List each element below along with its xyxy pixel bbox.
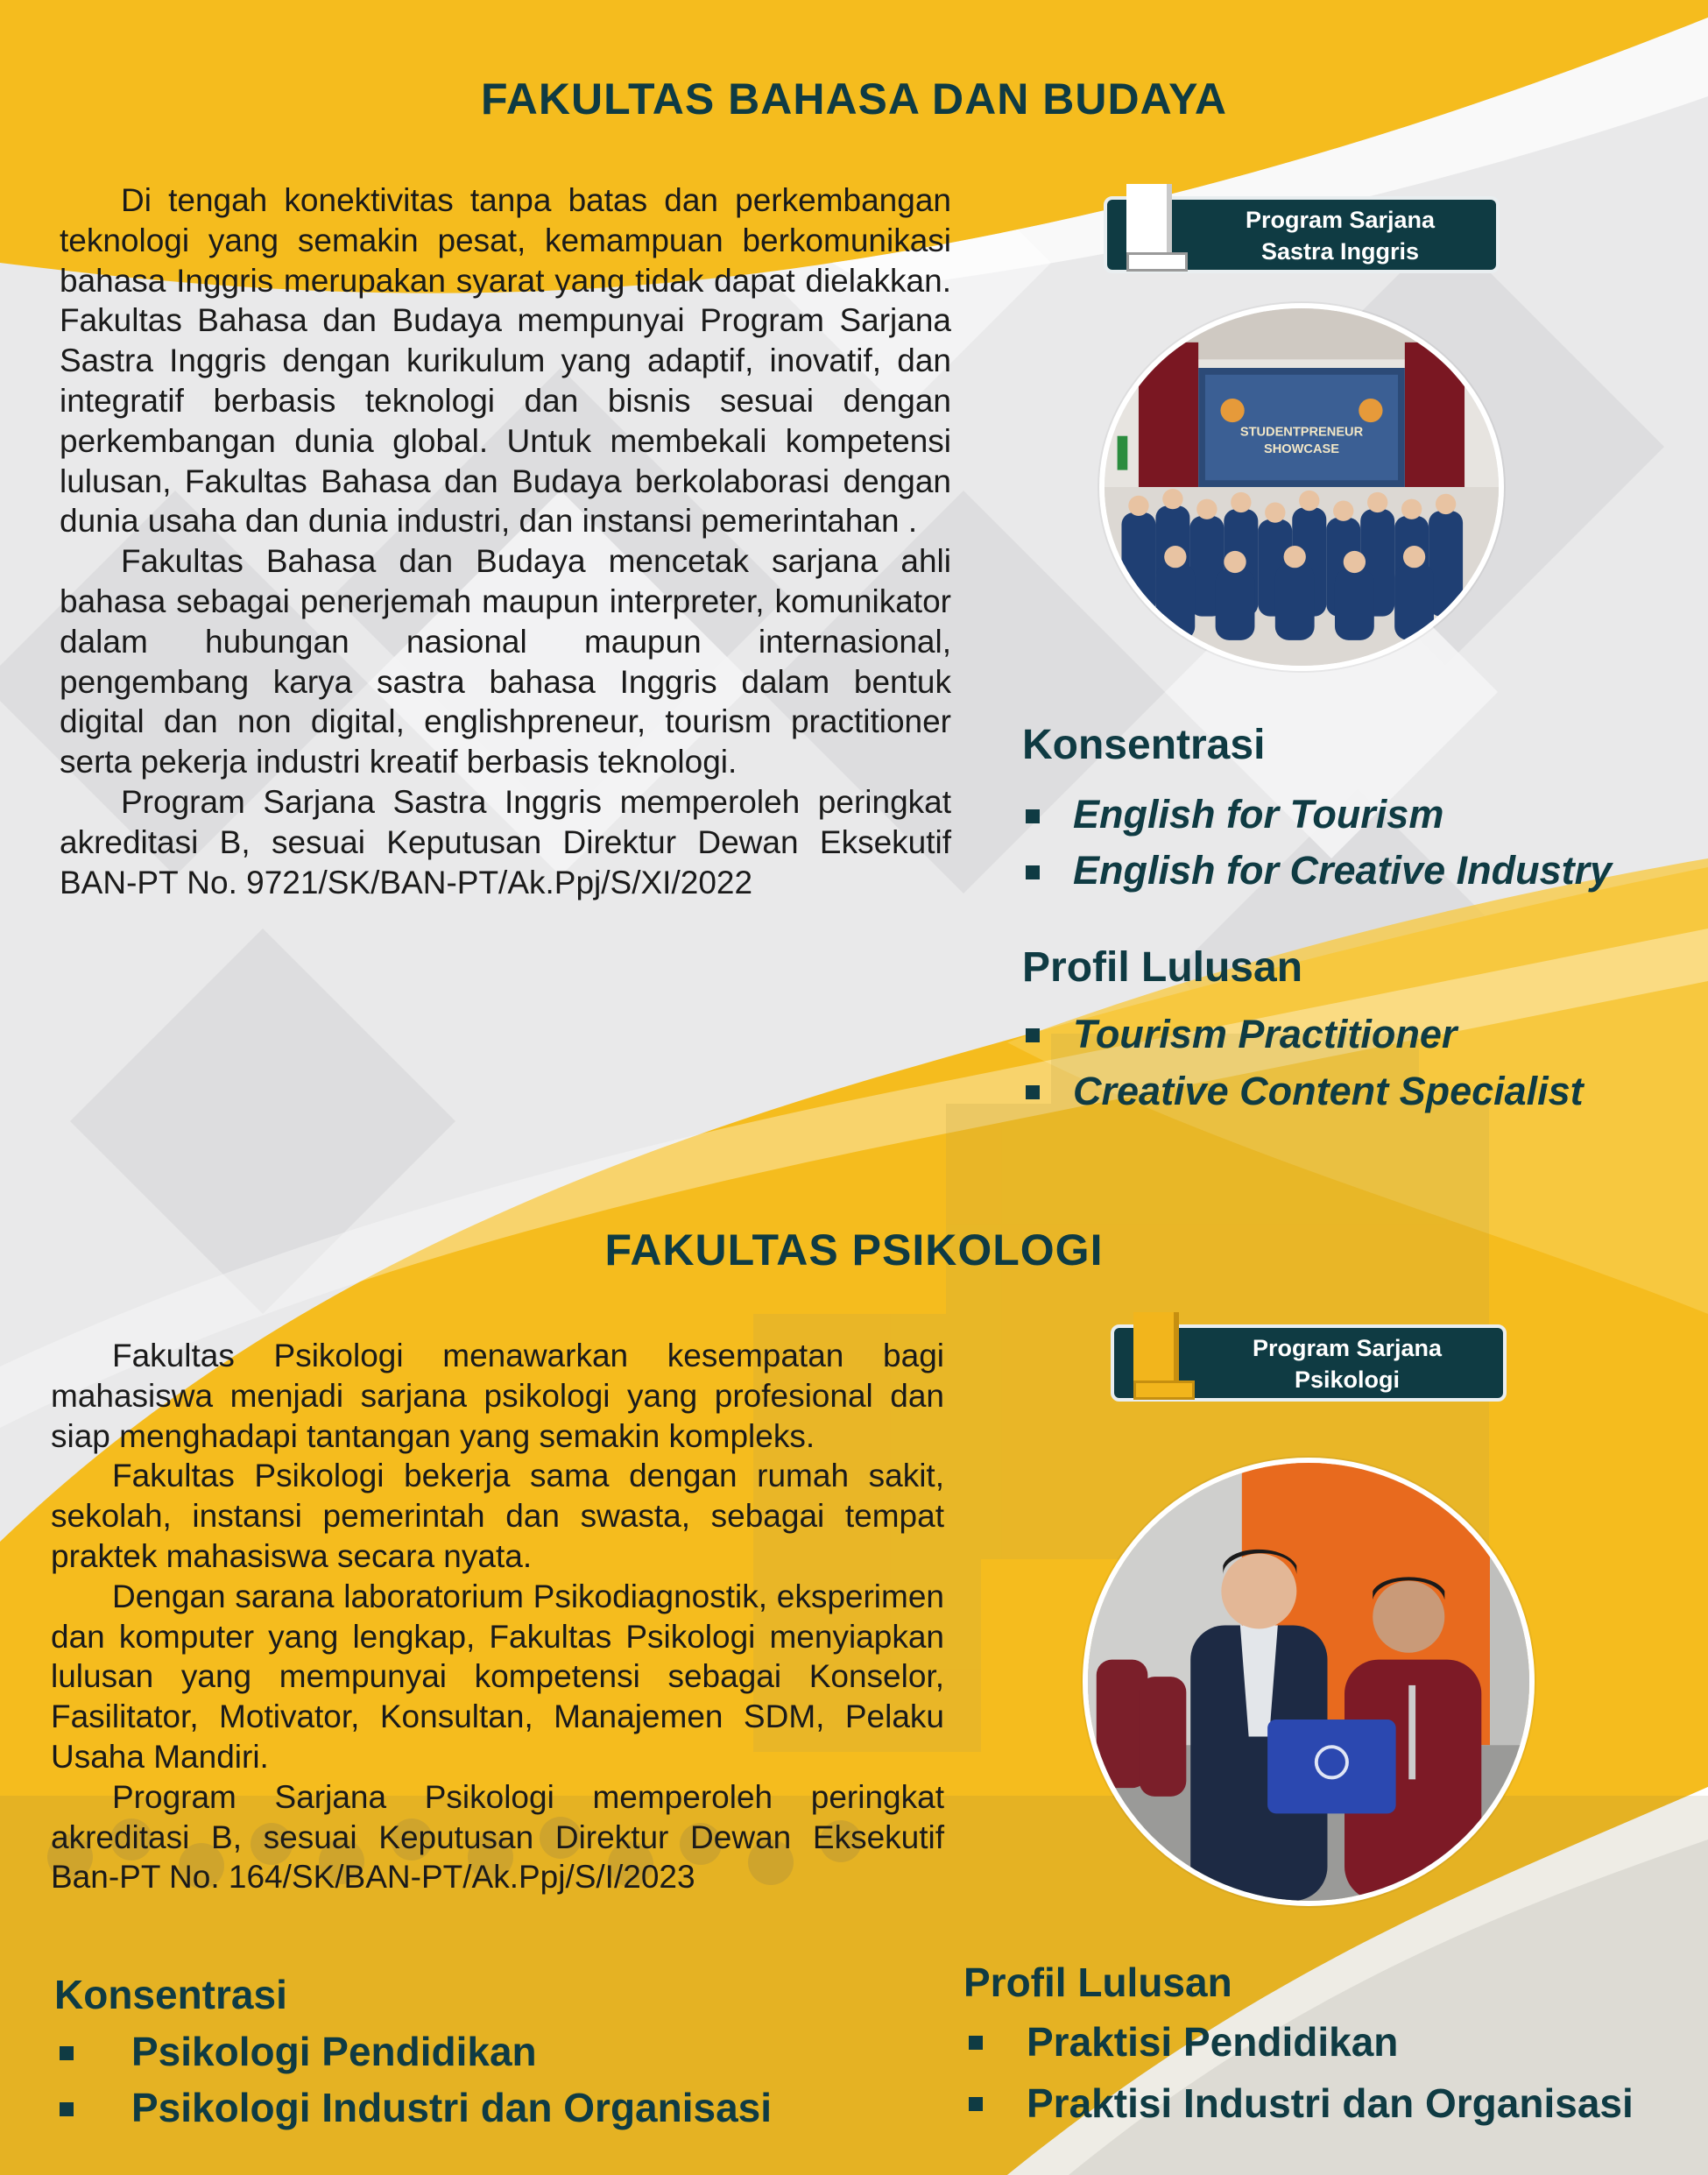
list-item: Psikologi Industri dan Organisasi	[54, 2080, 772, 2136]
book-icon	[1126, 184, 1179, 263]
program-badge-psikologi	[1111, 1324, 1507, 1402]
bullet-square-icon	[60, 2046, 74, 2060]
book-icon	[1133, 1312, 1186, 1391]
section1-konsentrasi-list	[1022, 787, 1612, 899]
section1-paragraph: Di tengah konektivitas tanpa batas dan perkembangan teknologi yang semakin pesat, kemampuan berkomunikasi bahasa Inggris merupakan syarat yang tidak dapat dielakkan. Fakultas Bahasa dan Budaya mempunyai Program Sarjana Sastra Inggris dengan kurikulum yang adaptif, inovatif, dan integratif berbasis teknologi dan bisnis sesuai dengan perkembangan dunia global. Untuk membekali kompetensi lulusan, Fakultas Bahasa dan Budaya berkolaborasi dengan dunia usaha dan dunia industri, dan instansi pemerintahan .	[60, 182, 951, 540]
bullet-square-icon	[1026, 809, 1040, 823]
badge-label	[1191, 204, 1489, 267]
section2-paragraph: Fakultas Psikologi menawarkan kesempatan bagi mahasiswa menjadi sarjana psikologi yang profesional dan siap menghadapi tantangan yang semakin kompleks.	[51, 1338, 944, 1454]
photo-two-men	[1083, 1458, 1535, 1906]
list-item: English for Tourism	[1022, 787, 1612, 843]
section2-paragraph: Dengan sarana laboratorium Psikodiagnostik, eksperimen dan komputer yang lengkap, Fakultas Psikologi menyiapkan lulusan yang mempunyai kompetensi sebagai Konselor, Fasilitator, Motivator, Konsultan, Manajemen SDM, Pelaku Usaha Mandiri.	[51, 1578, 944, 1775]
section1-paragraph: Program Sarjana Sastra Inggris memperoleh peringkat akreditasi B, sesuai Keputusan Direktur Dewan Eksekutif BAN-PT No. 9721/SK/BAN-PT/Ak.Ppj/S/XI/2022	[60, 783, 951, 900]
section2-body	[51, 1336, 944, 1897]
badge-label	[1198, 1332, 1496, 1395]
list-item: Tourism Practitioner	[1022, 1006, 1584, 1063]
section2-profil-list	[963, 2011, 1634, 2134]
section2-paragraph: Fakultas Psikologi bekerja sama dengan rumah sakit, sekolah, instansi pemerintah dan swasta, sebagai tempat praktek mahasiswa secara nyata.	[51, 1458, 944, 1574]
list-item: English for Creative Industry	[1022, 843, 1612, 899]
bullet-square-icon	[969, 2097, 983, 2111]
section1-profil-list	[1022, 1006, 1584, 1119]
section1-profil-heading: Profil Lulusan	[1022, 944, 1303, 991]
badge-line1: Program Sarjana	[1252, 1335, 1443, 1361]
section1-paragraph: Fakultas Bahasa dan Budaya mencetak sarjana ahli bahasa sebagai penerjemah maupun interpreter, komunikator dalam hubungan nasional maupun internasional, pengembang karya sastra bahasa Inggris dalam bentuk digital dan non digital, englishpreneur, tourism practitioner serta pekerja industri kreatif berbasis teknologi.	[60, 543, 951, 780]
screen-text-line2: SHOWCASE	[1264, 442, 1339, 457]
bullet-square-icon	[1026, 865, 1040, 879]
bullet-square-icon	[1026, 1028, 1040, 1042]
program-badge-sastra-inggris	[1104, 196, 1500, 273]
list-item: Psikologi Pendidikan	[54, 2023, 772, 2080]
photo-student-group	[1099, 303, 1504, 671]
bullet-square-icon	[969, 2036, 983, 2050]
badge-line1: Program Sarjana	[1245, 207, 1436, 233]
list-item: Praktisi Industri dan Organisasi	[963, 2073, 1634, 2134]
list-item: Creative Content Specialist	[1022, 1063, 1584, 1119]
section1-konsentrasi-heading: Konsentrasi	[1022, 722, 1266, 768]
section2-paragraph: Program Sarjana Psikologi memperoleh peringkat akreditasi B, sesuai Keputusan Direktur Dewan Eksekutif Ban-PT No. 164/SK/BAN-PT/Ak.Ppj/S/I/2023	[51, 1778, 944, 1896]
section2-konsentrasi-list	[54, 2023, 772, 2136]
section2-title: FAKULTAS PSIKOLOGI	[604, 1225, 1104, 1275]
section2-konsentrasi-heading: Konsentrasi	[54, 1972, 287, 2017]
section2-profil-heading: Profil Lulusan	[963, 1960, 1232, 2005]
section1-title: FAKULTAS BAHASA DAN BUDAYA	[481, 74, 1227, 124]
bullet-square-icon	[1026, 1085, 1040, 1099]
section1-body	[60, 180, 951, 902]
bullet-square-icon	[60, 2102, 74, 2116]
badge-line2: Sastra Inggris	[1260, 238, 1420, 265]
screen-text-line1: STUDENTPRENEUR	[1239, 425, 1364, 440]
list-item: Praktisi Pendidikan	[963, 2011, 1634, 2073]
badge-line2: Psikologi	[1294, 1366, 1401, 1393]
